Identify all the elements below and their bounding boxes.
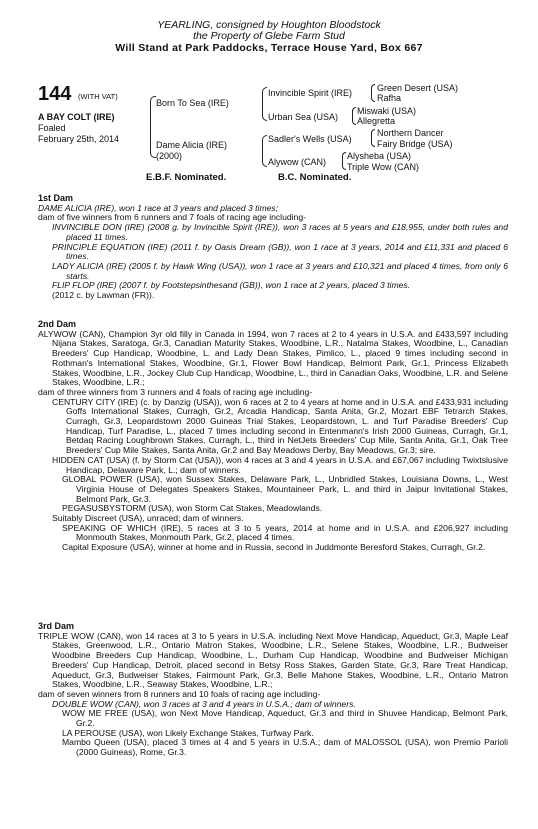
- pedigree-sire: Born To Sea (IRE): [156, 98, 229, 108]
- second-dam-produce-3: Suitably Discreet (USA), unraced; dam of winners.: [52, 513, 244, 524]
- bc-nomination: B.C. Nominated.: [278, 172, 352, 183]
- third-dam-grandproduce-1: WOW ME FREE (USA), won Next Move Handicap, Aqueduct, Gr.3 and third in Shuvee Handicap, Belmont Park, Gr.2.: [62, 708, 508, 729]
- first-dam-produce-2: PRINCIPLE EQUATION (IRE) (2011 f. by Oasis Dream (GB)), won 1 race at 3 years, 2014 and £11,331 and placed 6 times.: [52, 241, 508, 262]
- second-dam-produce-1: CENTURY CITY (IRE) (c. by Danzig (USA)), won 6 races at 2 to 4 years at home and in U.S.A. and £433,931 including Goffs International Stakes, Curragh, Gr.2, Arcadia Handicap, Santa Anita, Gr.2, Mozart EBF Tetrarch Stakes, Curragh, Gr.3, Leopardstown 2000 Guineas Trial Stakes, Leopardstown, L. and Turf Paradise Breeders' Cup Handicap, Turf Paradise, L., placed 7 times including second in Entenmann's Irish 2000 Guineas, Curragh, Gr.1, Betdaq Racing Loughbrown Stakes, Curragh, L., third in NetJets Breeders' Cup Mile, Santa Anita, Gr.1, Oak Tree Breeders' Cup Mile Stakes, Santa Anita, Gr.2 and Bay Meadows Derby, Bay Meadows, Gr.3; sire.: [52, 396, 508, 456]
- first-dam-produce-1: INVINCIBLE DON (IRE) (2008 g. by Invincible Spirit (IRE)), won 3 races at 5 years and £18,955, under both rules and placed 11 times.: [52, 222, 508, 242]
- first-dam-produce-4: FLIP FLOP (IRE) (2007 f. by Footstepsinthesand (GB)), won 1 race at 2 years, placed 3 times.: [52, 280, 411, 291]
- pedigree-brace-sd: [352, 107, 356, 125]
- third-dam-grandproduce-3: Mambo Queen (USA), placed 3 times at 4 and 5 years in U.S.A.; dam of MALOSSOL (USA), won Premio Parioli (2000 Guineas), Rome, Gr.3.: [62, 737, 508, 758]
- third-dam-title: 3rd Dam: [38, 621, 75, 631]
- first-dam-produce-5: (2012 c. by Lawman (FR)).: [52, 290, 155, 301]
- third-dam-produce-summary: dam of seven winners from 8 runners and 10 foals of racing age including-: [38, 688, 321, 699]
- pedigree-brace-ss: [371, 84, 375, 102]
- vat-label: (WITH VAT): [78, 92, 118, 101]
- second-dam-grandproduce-1: GLOBAL POWER (USA), won Sussex Stakes, Delaware Park, L., Unbridled Stakes, Louisiana Downs, L., West Virginia House of Delegates Speakers Stakes, Mountaineer Park, L. and third in Jaipur Invitational Stakes, Belmont Park, Gr.3.: [62, 474, 508, 504]
- pedigree-dsd: Fairy Bridge (USA): [377, 139, 453, 149]
- first-dam-title: 1st Dam: [38, 193, 74, 203]
- location-line: Will Stand at Park Paddocks, Terrace House Yard, Box 667: [115, 42, 423, 54]
- property-line: the Property of Glebe Farm Stud: [193, 30, 345, 42]
- second-dam-produce-summary: dam of three winners from 3 runners and 4 foals of racing age including-: [38, 386, 313, 397]
- foaled-date: February 25th, 2014: [38, 134, 120, 144]
- pedigree-sire-sire: Invincible Spirit (IRE): [268, 88, 353, 98]
- pedigree-brace-dd: [342, 152, 346, 170]
- pedigree-dam-sire: Sadler's Wells (USA): [268, 134, 352, 144]
- lot-description: A BAY COLT (IRE): [38, 112, 115, 122]
- consignor-line: YEARLING, consigned by Houghton Bloodstock: [157, 19, 381, 31]
- first-dam-produce-summary: dam of five winners from 6 runners and 7 foals of racing age including-: [38, 212, 306, 223]
- foaled-label: Foaled: [38, 123, 66, 133]
- pedigree-sire-dam: Urban Sea (USA): [268, 112, 339, 122]
- foaled-info: [38, 123, 119, 145]
- pedigree-sdd: Allegretta: [357, 116, 396, 126]
- pedigree-sss: Green Desert (USA): [377, 83, 459, 93]
- ebf-nomination: E.B.F. Nominated.: [146, 172, 227, 183]
- second-dam-grandproduce-2: PEGASUSBYSTORM (USA), won Storm Cat Stakes, Meadowlands.: [62, 503, 323, 514]
- pedigree-dam-year: (2000): [156, 151, 183, 161]
- second-dam-grandproduce-3: SPEAKING OF WHICH (IRE), 5 races at 3 to 5 years, 2014 at home and in U.S.A. and £206,927 including Monmouth Stakes, Monmouth Park, Gr.2, placed 4 times.: [62, 522, 508, 543]
- second-dam-produce-2: HIDDEN CAT (USA) (f. by Storm Cat (USA)), won 4 races at 3 and 4 years in U.S.A. and £67,067 including Twixtslusive Handicap, Delaware Park, L.; dam of winners.: [52, 454, 508, 475]
- first-dam-section: [38, 194, 508, 301]
- pedigree-dss: Northern Dancer: [377, 128, 444, 138]
- pedigree-dds: Alysheba (USA): [347, 151, 412, 161]
- pedigree-dam: Dame Alicia (IRE): [156, 140, 228, 150]
- pedigree-dam-dam: Alywow (CAN): [268, 157, 327, 167]
- pedigree-ddd: Triple Wow (CAN): [347, 162, 420, 172]
- pedigree-brace-ds: [371, 129, 375, 147]
- pedigree-sds: Miswaki (USA): [357, 106, 417, 116]
- pedigree-ssd: Rafha: [377, 93, 402, 103]
- pedigree-brace-sire: [262, 87, 267, 121]
- first-dam-produce-3: LADY ALICIA (IRE) (2005 f. by Hawk Wing (USA)), won 1 race at 3 years and £10,321 and placed 4 times, from only 6 starts.: [52, 260, 508, 281]
- second-dam-grandproduce-4: Capital Exposure (USA), winner at home and in Russia, second in Juddmonte Beresford Stakes, Curragh, Gr.2.: [62, 542, 486, 553]
- third-dam-section: [38, 622, 508, 758]
- second-dam-title: 2nd Dam: [38, 319, 77, 329]
- second-dam-section: [38, 320, 508, 553]
- pedigree-brace-dam: [262, 135, 267, 167]
- third-dam-produce-1: DOUBLE WOW (CAN), won 3 races at 3 and 4 years in U.S.A.; dam of winners.: [52, 698, 356, 709]
- second-dam-race-record: ALYWOW (CAN), Champion 3yr old filly in Canada in 1994, won 7 races at 2 to 4 years in U.S.A. and £433,597 including Nijana Stakes, Saratoga, Gr.3, Canadian Maturity Stakes, Woodbine, L.R., Natalma Stakes, Woodbine, L., Canadian Breeders' Cup Handicap, Woodbine, L. and Lady Dean Stakes, Pimlico, L., placed 9 times including second in Rothman's International Stakes, Woodbine, Gr.1, Flower Bowl Handicap, Belmont Park, Gr.1, Princess Elizabeth Stakes, Woodbine, L.R., Jockey Club Cup Handicap, Woodbine, L., third in Canadian Oaks, Woodbine, L.R. and Selene Stakes, Woodbine, L.R.;: [38, 328, 508, 388]
- lot-number: 144: [38, 83, 72, 105]
- third-dam-grandproduce-2: LA PEROUSE (USA), won Likely Exchange Stakes, Turfway Park.: [62, 727, 314, 738]
- third-dam-race-record: TRIPLE WOW (CAN), won 14 races at 3 to 5 years in U.S.A. including Next Move Handicap, Aqueduct, Gr.3, Maple Leaf Stakes, Greenwood, L.R., Ontario Matron Stakes, Woodbine, L.R., Selene Stakes, Woodbine, L.R., Budweiser Woodbine Breeders Cup Handicap, Woodbine, L., Durham Cup Handicap, Woodbine and Budweiser Michigan Breeders' Cup Handicap, Detroit, placed second in Betsy Ross Stakes, Garden State, Gr.3, Rare Treat Handicap, Aqueduct, Gr.3, Budweiser Stakes, Fairmount Park, Gr.3, Belle Mahone Stakes, Woodbine, L.R., Ontario Matron Stakes, Woodbine, L.R., Seaway Stakes, Woodbine, L.R.;: [38, 630, 508, 690]
- first-dam-race-record: DAME ALICIA (IRE), won 1 race at 3 years and placed 3 times;: [38, 202, 279, 213]
